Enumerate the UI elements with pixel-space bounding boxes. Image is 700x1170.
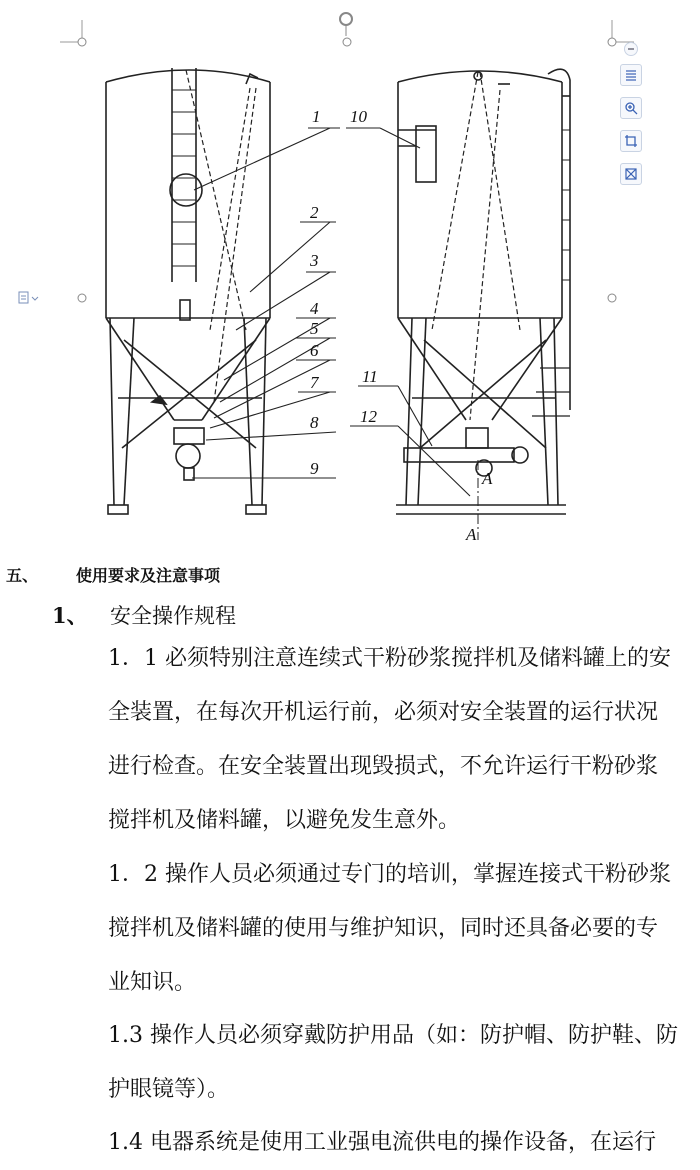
paragraph-line: 全装置，在每次开机运行前，必须对安全装置的运行状况	[108, 700, 659, 725]
paragraph-line: 进行检查。在安全装置出现毁损式，不允许运行干粉砂浆	[108, 754, 659, 779]
callout-6: 6	[310, 341, 319, 360]
paragraph-1-1	[108, 632, 698, 848]
callout-2: 2	[310, 203, 319, 222]
paragraph-line: 1．2 操作人员必须通过专门的培训，掌握连接式干粉砂浆	[108, 862, 671, 887]
paragraph-line: 1.3 操作人员必须穿戴防护用品（如：防护帽、防护鞋、防	[108, 1023, 678, 1048]
zoom-icon	[624, 101, 638, 115]
callout-1: 1	[312, 107, 321, 126]
paragraph-1-2	[108, 848, 698, 1010]
callout-9: 9	[310, 459, 319, 478]
crop-button[interactable]	[620, 130, 642, 152]
paragraph-line: 搅拌机及储料罐，以避免发生意外。	[108, 808, 461, 833]
paragraph-line: 护眼镜等）。	[108, 1077, 230, 1102]
silo-technical-drawing	[0, 0, 700, 560]
subsection-heading	[52, 600, 236, 630]
text-layout-button[interactable]	[620, 64, 642, 86]
section-mark-a-upper: A	[482, 469, 493, 488]
section-title: 使用要求及注意事项	[76, 566, 221, 585]
crop-icon	[624, 134, 638, 148]
zoom-button[interactable]	[620, 97, 642, 119]
text-layout-icon	[624, 68, 638, 82]
paragraph-line: 1.4 电器系统是使用工业强电流供电的操作设备，在运行	[108, 1130, 656, 1155]
paragraph-1-3	[108, 1009, 698, 1117]
image-settings-button[interactable]	[620, 163, 642, 185]
document-icon	[18, 291, 40, 305]
callout-5: 5	[310, 319, 319, 338]
collapse-icon	[627, 45, 635, 53]
callout-8: 8	[310, 413, 319, 432]
subsection-number: 1、	[52, 603, 88, 628]
subsection-title: 安全操作规程	[110, 604, 236, 628]
callout-12: 12	[360, 407, 377, 426]
paragraph-line: 1．1 必须特别注意连续式干粉砂浆搅拌机及储料罐上的安	[108, 646, 671, 671]
section-number: 五、	[6, 566, 39, 585]
callout-7: 7	[310, 373, 319, 392]
collapse-button[interactable]	[624, 42, 638, 56]
section-mark-a-lower: A	[466, 525, 477, 544]
image-settings-icon	[624, 167, 638, 181]
section-heading	[6, 563, 220, 586]
paragraph-line: 业知识。	[108, 970, 197, 995]
callout-4: 4	[310, 299, 319, 318]
layout-options-button[interactable]	[18, 290, 40, 304]
left-silo	[106, 68, 270, 514]
crop-mark-top-right	[612, 20, 634, 42]
crop-mark-top-left	[60, 20, 82, 42]
paragraph-line: 搅拌机及储料罐的使用与维护知识，同时还具备必要的专	[108, 916, 659, 941]
image-side-toolbar	[620, 42, 650, 196]
callout-10: 10	[350, 107, 367, 126]
callout-11: 11	[362, 367, 378, 386]
callout-3: 3	[310, 251, 319, 270]
paragraph-1-4	[108, 1116, 698, 1170]
